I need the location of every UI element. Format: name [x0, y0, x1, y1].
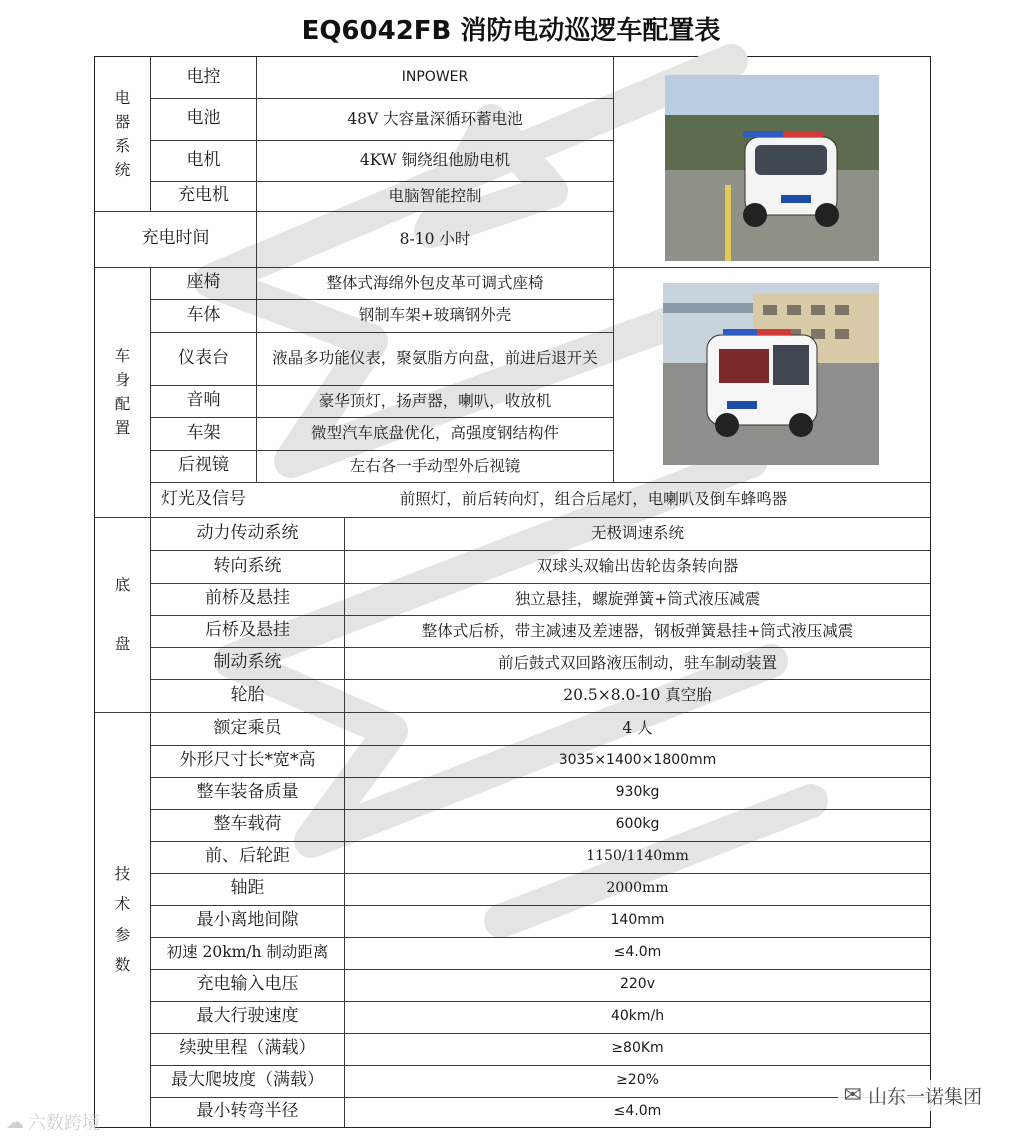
row-label: 音响 — [186, 390, 221, 411]
row-value: 无极调速系统 — [590, 524, 684, 543]
row-value: 整体式后桥，带主减速及差速器，钢板弹簧悬挂+筒式液压减震 — [421, 621, 854, 640]
section-body: 车 身 配 置 — [114, 346, 131, 438]
row-label: 前桥及悬挂 — [205, 588, 290, 609]
row-value: 40km/h — [610, 1008, 665, 1025]
row-value: 930kg — [615, 784, 660, 801]
row-label: 灯光及信号 — [161, 488, 246, 509]
row-label: 座椅 — [186, 272, 221, 293]
row-value: 钢制车架+玻璃钢外壳 — [358, 306, 512, 325]
row-value: ≥20% — [616, 1072, 659, 1089]
row-value: 双球头双输出齿轮齿条转向器 — [536, 557, 739, 576]
corner-logo-icon: ☁ — [6, 1111, 24, 1133]
section-tech: 技 术 参 数 — [114, 865, 131, 974]
wechat-icon: ✉ — [843, 1083, 862, 1108]
row-label: 后视镜 — [178, 455, 229, 476]
row-label: 充电时间 — [141, 228, 210, 249]
row-value: INPOWER — [401, 68, 469, 85]
row-value: 140mm — [610, 912, 665, 929]
row-value: 微型汽车底盘优化，高强度钢结构件 — [310, 424, 559, 443]
row-value: ≤4.0m — [613, 944, 662, 961]
row-value: 左右各一手动型外后视镜 — [349, 456, 521, 475]
section-electric: 电 器 系 统 — [114, 88, 131, 180]
row-value: 4KW 铜绕组他励电机 — [359, 151, 511, 170]
row-value: 前照灯，前后转向灯，组合后尾灯，电喇叭及倒车蜂鸣器 — [399, 490, 788, 509]
row-label: 动力传动系统 — [196, 522, 299, 543]
row-value: 液晶多功能仪表，聚氨脂方向盘，前进后退开关 — [272, 349, 598, 368]
row-value: 电脑智能控制 — [388, 186, 482, 205]
row-label: 充电输入电压 — [196, 974, 299, 995]
row-value: 整体式海绵外包皮革可调式座椅 — [326, 273, 544, 292]
row-value: 8-10 小时 — [399, 229, 471, 248]
row-label: 最小离地间隙 — [196, 910, 299, 931]
row-value: 1150/1140mm — [586, 848, 689, 865]
row-value: 独立悬挂，螺旋弹簧+筒式液压减震 — [514, 589, 761, 608]
page-title: EQ6042FB 消防电动巡逻车配置表 — [301, 16, 721, 46]
row-value: ≤4.0m — [613, 1103, 662, 1120]
row-value: 2000mm — [606, 880, 669, 897]
row-value: 3035×1400×1800mm — [558, 752, 717, 769]
row-label: 电池 — [186, 108, 221, 129]
brand-name: 山东一诺集团 — [867, 1086, 982, 1108]
vehicle-photo-rear — [663, 283, 879, 465]
row-label: 轮胎 — [230, 684, 265, 705]
row-value: 48V 大容量深循环蓄电池 — [347, 109, 523, 128]
row-label: 额定乘员 — [213, 717, 282, 738]
row-label: 最大行驶速度 — [196, 1006, 299, 1027]
row-label: 整车装备质量 — [196, 782, 299, 803]
row-label: 车架 — [186, 422, 221, 443]
row-label: 外形尺寸长*宽*高 — [179, 750, 316, 771]
config-table — [94, 56, 931, 1128]
brand-badge[interactable] — [838, 1080, 988, 1111]
row-label: 整车载荷 — [213, 814, 282, 835]
row-value: 豪华顶灯，扬声器，喇叭，收放机 — [318, 391, 552, 410]
row-value: 220v — [619, 976, 655, 993]
row-value: 前后鼓式双回路液压制动，驻车制动装置 — [497, 653, 777, 672]
row-label: 电机 — [186, 149, 221, 170]
row-label: 后桥及悬挂 — [205, 620, 290, 641]
row-label: 最小转弯半径 — [196, 1101, 299, 1122]
row-label: 车体 — [186, 304, 221, 325]
row-label: 最大爬坡度（满载） — [171, 1070, 324, 1091]
row-label: 初速 20km/h 制动距离 — [166, 943, 329, 962]
row-value: ≥80Km — [611, 1040, 664, 1057]
row-label: 轴距 — [230, 878, 265, 899]
row-label: 转向系统 — [213, 555, 282, 576]
row-value: 600kg — [615, 816, 660, 833]
row-value: 4 人 — [622, 719, 653, 738]
row-label: 续驶里程（满载） — [179, 1038, 316, 1059]
row-value: 20.5×8.0-10 真空胎 — [563, 686, 712, 705]
row-label: 充电机 — [178, 185, 229, 206]
vehicle-photo-front — [665, 75, 879, 261]
corner-watermark — [6, 1109, 100, 1135]
row-label: 仪表台 — [178, 347, 229, 368]
row-label: 制动系统 — [213, 652, 282, 673]
row-label: 前、后轮距 — [205, 846, 290, 867]
corner-text: 六数跨境 — [28, 1113, 100, 1134]
section-chassis: 底 盘 — [114, 576, 131, 653]
row-label: 电控 — [186, 66, 221, 87]
